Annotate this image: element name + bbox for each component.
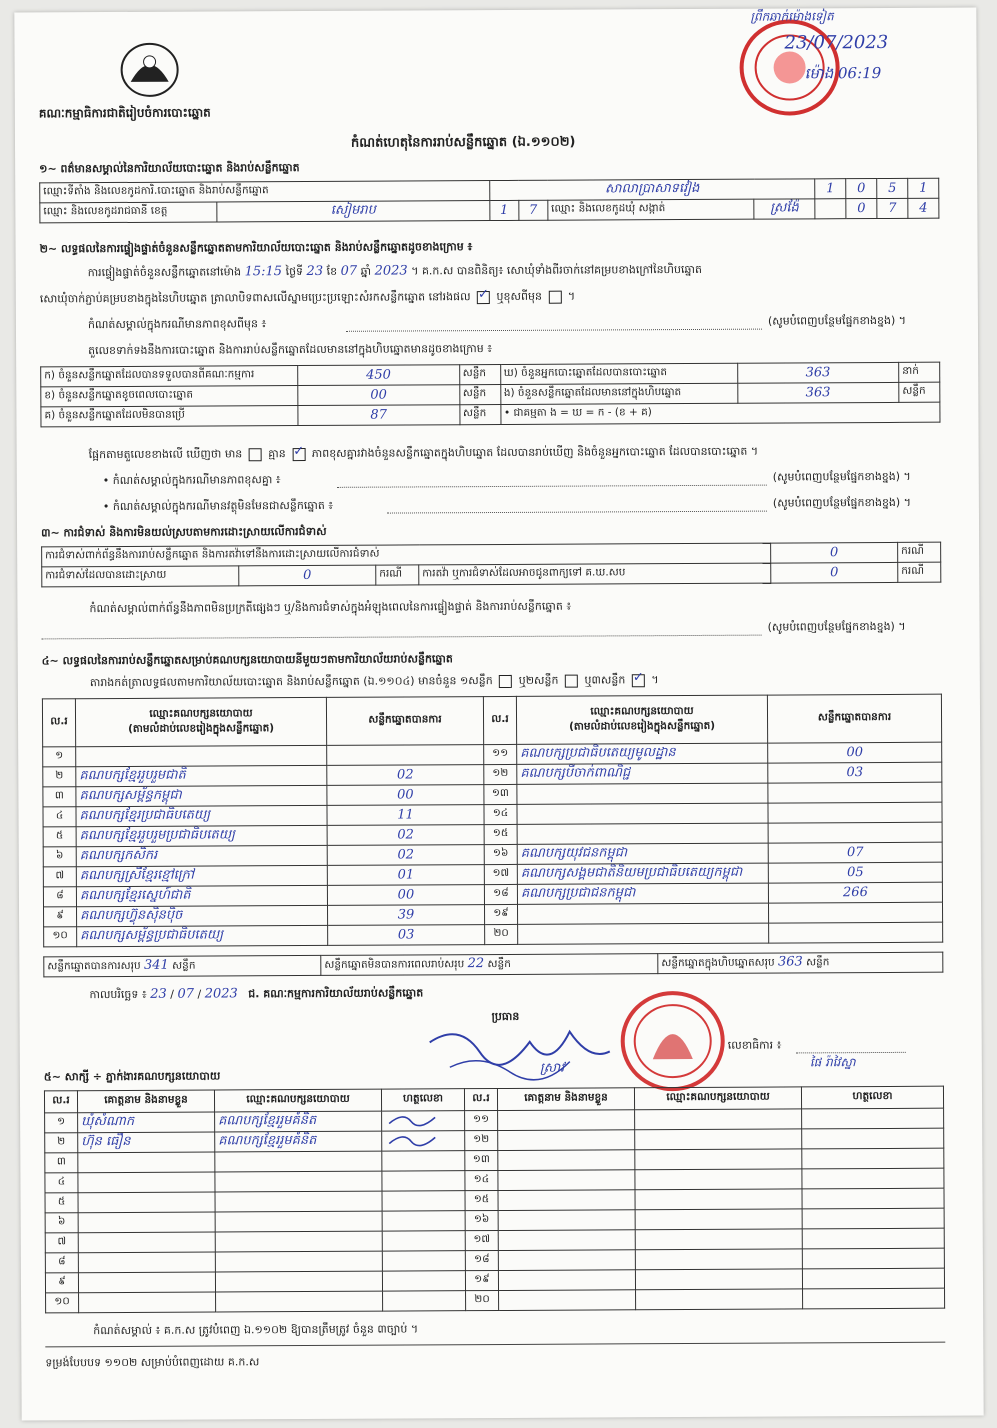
- witness-signature: [382, 1211, 465, 1231]
- text-day-label: ថ្ងៃទី: [285, 265, 304, 279]
- witness-signature: [802, 1128, 944, 1149]
- commune-value: ស្រង៉ែ: [754, 199, 815, 219]
- witness-name: [78, 1232, 215, 1253]
- commune-label: ឈ្មោះ និងលេខកូដឃុំ សង្កាត់: [548, 199, 755, 220]
- commission-logo-icon: [116, 40, 182, 100]
- section5-heading: ៥~ សាក្សី ÷ ភ្នាក់ងារគណបក្សនយោបាយ: [43, 1069, 221, 1084]
- fig-e-value: 363: [737, 382, 899, 403]
- party-votes: 03: [328, 925, 485, 946]
- witness-no: ៧: [45, 1233, 78, 1253]
- party-name: [518, 923, 769, 944]
- witness-name: [498, 1230, 635, 1251]
- witness-party: [635, 1189, 802, 1210]
- secretary-label: លេខាធិការ ៖: [727, 1038, 782, 1052]
- verification-year: 2023: [374, 263, 408, 279]
- witness-no: ២០: [466, 1291, 499, 1311]
- witness-no: ៥: [45, 1193, 78, 1213]
- witness-signature: [802, 1168, 944, 1189]
- witness-no: ៣: [45, 1153, 78, 1173]
- w-col-party-right: ឈ្មោះគណបក្សនយោបាយ: [634, 1087, 801, 1110]
- witness-party: [635, 1129, 802, 1150]
- party-no: ១៤: [484, 804, 517, 824]
- w-col-name-left: គោត្តនាម និងនាមខ្លួន: [77, 1090, 214, 1113]
- w-col-party-left: ឈ្មោះគណបក្សនយោបាយ: [214, 1089, 381, 1112]
- witness-party: [635, 1249, 802, 1270]
- party-no: ២: [43, 767, 76, 787]
- sheet-count-1-label: តារាងកត់ត្រាលទ្ធផលតាមការិយាល័យបោះឆ្នោត និងរាប់សន្លឹកឆ្នោត (ឯ.១១០៤) មានចំនួន ១សន្លឹក: [89, 674, 493, 690]
- witness-party: [215, 1271, 382, 1292]
- col-party-left: [75, 697, 326, 746]
- seal-check-line: សោឃុំចាក់ភ្ជាប់គម្របខាងក្នុងនៃហិបឆ្នោត ត្រាលាបិទពាសលើស្នាមប្រេះប្រឡោះសំរកសន្លឹកឆ្នោត នៅរងផល ✓ ឬខុសពីមុន ។: [40, 290, 575, 307]
- party-votes: [768, 802, 942, 823]
- party-votes: 02: [327, 845, 484, 866]
- witness-signature: [802, 1208, 944, 1229]
- text-month-label: ខែ: [326, 264, 338, 278]
- w-col-no-left: ល.រ: [44, 1091, 77, 1113]
- w-col-sign-right: ហត្ថលេខា: [801, 1086, 943, 1109]
- form-sheet: [14, 7, 983, 1420]
- party-no: ៤: [43, 807, 76, 827]
- seal-check-text: សោឃុំចាក់ភ្ជាប់គម្របខាងក្នុងនៃហិបឆ្នោត ត្រាលាបិទពាសលើស្នាមប្រេះប្រឡោះសំរកសន្លឹកឆ្នោត នៅរងផល: [39, 290, 471, 306]
- signing-year: 2023: [204, 986, 238, 1002]
- col-votes-right: សន្លឹកឆ្នោតបានការ: [767, 694, 941, 743]
- witness-signature: [802, 1108, 944, 1129]
- fig-c-label: គ) ចំនួនសន្លឹកឆ្នោតដែលមិនបានប្រើ: [41, 406, 298, 427]
- col-no-left: ល.រ: [42, 699, 75, 747]
- party-name: គណបក្សកសិករ: [76, 845, 327, 866]
- discrepancy-has-label: ផ្អែកតាមតួលេខខាងលើ ឃើញថា មាន: [88, 447, 243, 462]
- difference-note-line: [346, 329, 762, 332]
- objection-total-unit: ករណី: [898, 542, 941, 562]
- witness-no: ១៣: [465, 1151, 498, 1171]
- party-votes: [768, 782, 942, 803]
- witness-signature: [802, 1248, 944, 1269]
- objection-total-value: 0: [771, 542, 898, 563]
- total-invalid-label: សន្លឹកឆ្នោតមិនបានការពេលរាប់សរុប: [324, 958, 465, 971]
- fig-b-value: 00: [298, 385, 460, 406]
- section3-heading: ៣~ ការជំទាស់ និងការមិនយល់ស្របតាមការដោះស្រាយលើការជំទាស់: [41, 524, 327, 540]
- party-name: គណបក្សយុវជនកម្ពុជា: [517, 843, 768, 864]
- party-name: គណបក្សសង្គមជាតិនិយមប្រជាធិបតេយ្យកម្ពុជា: [517, 863, 768, 884]
- total-valid-value: 341: [143, 957, 169, 973]
- verification-month: 07: [340, 263, 358, 279]
- col-party-right-sub: (តាមលំដាប់លេខរៀងក្នុងសន្លឹកឆ្នោត): [569, 719, 716, 733]
- fig-a-label: ក) ចំនួនសន្លឹកឆ្នោតដែលបានទទួលបានពីគណៈកម្មការ: [41, 366, 298, 387]
- text-check-intro: ។ គ.ក.ស បានពិនិត្យ៖ សោឃុំទាំងពីរចាក់នៅគម្របខាងក្រៅនៃហិបឆ្នោត: [411, 262, 702, 278]
- verification-paragraph: [88, 263, 702, 280]
- section4-heading: ៤~ លទ្ធផលនៃការរាប់សន្លឹកឆ្នោតសម្រាប់គណបក្សនយោបាយនីមួយៗតាមការិយាល័យរាប់សន្លឹកឆ្នោត: [41, 652, 453, 668]
- witness-name: [498, 1130, 635, 1151]
- party-votes: 00: [327, 885, 484, 906]
- section2-heading: ២~ លទ្ធផលនៃការផ្ទៀងផ្ទាត់ចំនួនសន្លឹកឆ្នោតតាមការិយាល័យបោះឆ្នោត និងរាប់សន្លឹកឆ្នោតដូចខាងក្រោម ៖: [39, 240, 473, 256]
- resolved-label: ការជំទាស់ដែលបានដោះស្រាយ: [42, 566, 239, 587]
- form-footer: ទម្រង់បែបបទ ១១០២ សម្រាប់បំពេញដោយ គ.ក.ស: [45, 1355, 260, 1370]
- office-code-2: 0: [846, 179, 877, 199]
- witness-name: [78, 1212, 215, 1233]
- party-name: គណបក្សប្រជាធិបតេយ្យមូលដ្ឋាន: [517, 743, 768, 764]
- total-invalid-value: 22: [467, 956, 485, 972]
- witness-name: [498, 1110, 635, 1131]
- party-no: ១: [43, 747, 76, 767]
- total-box-cell: [658, 952, 943, 973]
- party-results-table: [42, 694, 943, 948]
- col-party-right: [516, 695, 767, 744]
- resolved-unit: ករណី: [376, 565, 419, 585]
- witness-signature: [383, 1291, 466, 1311]
- fig-d-value: 363: [737, 362, 899, 383]
- col-party-left-sub: (តាមលំដាប់លេខរៀងក្នុងសន្លឹកឆ្នោត): [128, 721, 275, 735]
- discrepancy-note-line: [337, 485, 767, 488]
- commission-name: គណៈកម្មាធិការជាតិរៀបចំការបោះឆ្នោត: [38, 105, 211, 121]
- office-code-4: 1: [908, 178, 939, 198]
- witness-name: ហ៊ុន ធឿន: [78, 1132, 215, 1153]
- commune-code-3: 4: [908, 198, 939, 218]
- witness-no: ៨: [45, 1253, 78, 1273]
- different-label: ឬខុសពីមុន: [496, 289, 542, 304]
- witness-row: [46, 1288, 945, 1313]
- witness-party: [635, 1109, 802, 1130]
- party-name: [517, 803, 768, 824]
- section1-heading: ១~ ពត៌មានសម្គាល់នៃការិយាល័យបោះឆ្នោត និងរាប់សន្លឹកឆ្នោត: [39, 161, 300, 176]
- witness-signature: [802, 1148, 944, 1169]
- witness-no: ១៦: [465, 1211, 498, 1231]
- province-label: ឈ្មោះ និងលេខកូដរាជធានី ខេត្ត: [40, 202, 217, 223]
- party-name: [76, 745, 327, 766]
- office-value: សាលាប្រាសាទវៀង: [489, 179, 814, 201]
- witness-party: [215, 1151, 382, 1172]
- witness-name: [78, 1172, 215, 1193]
- party-no: ៧: [43, 867, 76, 887]
- resolved-value: 0: [239, 565, 376, 586]
- witness-party: [216, 1291, 383, 1312]
- witness-name: [79, 1292, 216, 1313]
- party-votes: [768, 822, 942, 843]
- witness-name: [78, 1272, 215, 1293]
- office-code-3: 5: [877, 178, 908, 198]
- party-name: គណបក្សបីចាក់ពាណិជ្ជ: [517, 763, 768, 784]
- total-box-unit: សន្លឹក: [806, 956, 830, 969]
- w-col-sign-left: ហត្ថលេខា: [381, 1089, 464, 1111]
- party-no: ១៣: [484, 784, 517, 804]
- party-no: ៣: [43, 787, 76, 807]
- party-name: [517, 823, 768, 844]
- one-sheet-checkbox[interactable]: [499, 674, 512, 687]
- party-votes: 266: [768, 882, 942, 903]
- witness-signature: [382, 1231, 465, 1251]
- party-name: [517, 903, 768, 924]
- province-code-1: 1: [490, 200, 519, 220]
- form-title: កំណត់ហេតុនៃការរាប់សន្លឹកឆ្នោត (ឯ.១១០២): [350, 134, 576, 151]
- two-sheet-checkbox[interactable]: [565, 674, 578, 687]
- witness-party: [636, 1289, 803, 1310]
- objections-table: [41, 542, 941, 588]
- total-invalid-cell: [321, 954, 658, 976]
- party-name: គណបក្សស្រីខ្មែរខ្មៅក្រៅ: [76, 865, 327, 886]
- party-votes: 39: [327, 905, 484, 926]
- witness-signature: [382, 1251, 465, 1271]
- total-box-value: 363: [777, 954, 803, 970]
- fig-b-unit: សន្លឹក: [459, 384, 500, 404]
- witness-no: ១៨: [465, 1251, 498, 1271]
- witness-signature: [382, 1131, 465, 1151]
- witness-no: ១៤: [465, 1171, 498, 1191]
- committee-label: ជ. គណៈកម្មការការិយាល័យរាប់សន្លឹកឆ្នោត: [248, 986, 424, 1001]
- witness-party: [215, 1191, 382, 1212]
- fig-b-label: ខ) ចំនួនសន្លឹកឆ្នោតខូចពេលបោះឆ្នោត: [41, 386, 298, 407]
- witness-no: ១០: [46, 1293, 79, 1313]
- witness-party: [635, 1149, 802, 1170]
- party-votes: 11: [327, 805, 484, 826]
- fig-formula: • ជាគម្មតា ង = ឃ = ក - (ខ + គ): [500, 402, 940, 424]
- signing-month: 07: [177, 986, 195, 1002]
- party-no: ២០: [485, 924, 518, 944]
- discrepancy-text: ភាពខុសគ្នារវាងចំនួនសន្លឹកឆ្នោតក្នុងហិបឆ្នោត ដែលបានរាប់ឃើញ និងចំនួនអ្នកបោះឆ្នោត ដែលបានបោះឆ្នោត ។: [311, 444, 759, 460]
- signing-date: កាលបរិច្ឆេទ ៖ 23 / 07 / 2023 ជ. គណៈកម្មការការិយាល័យរាប់សន្លឹកឆ្នោត: [89, 986, 424, 1002]
- stamp-time: ម៉ោង 06:19: [804, 63, 882, 83]
- witness-party: [215, 1211, 382, 1232]
- party-votes: 01: [327, 865, 484, 886]
- party-no: ១៩: [484, 904, 517, 924]
- discrepancy-line: [89, 445, 759, 463]
- three-sheet-checkbox[interactable]: [632, 674, 645, 687]
- difference-note: [88, 317, 266, 332]
- commune-code-2: 7: [877, 198, 908, 218]
- chair-name: ស្រាវ: [539, 1060, 565, 1076]
- irregularity-note: កំណត់សម្គាល់ពាក់ព័ន្ធនឹងភាពមិនប្រក្រតីផ្សេងៗ ឬ/និងការជំទាស់ក្នុងអំឡុងពេលនៃការផ្ទៀងផ្ទាត់ និងការរាប់សន្លឹកឆ្នោត ៖: [89, 599, 572, 616]
- party-votes: 03: [768, 762, 942, 783]
- totals-table: [43, 952, 943, 978]
- appeal-label: ការតវ៉ា ឬការជំទាស់ដែលអាចជូនពាក្យទៅ គ.ឃ.សប: [419, 563, 771, 585]
- total-invalid-unit: សន្លឹក: [487, 957, 511, 971]
- discrepancy-none-label: គ្មាន: [268, 447, 286, 461]
- witness-party: [215, 1231, 382, 1252]
- footnote: កំណត់សម្គាល់ ៖ គ.ក.ស ត្រូវបំពេញ ឯ.១១០២ ឱ្យបានត្រឹមត្រូវ ចំនួន ៣ច្បាប់ ។: [93, 1322, 419, 1338]
- party-name: គណបក្សខ្មែរប្រជាធិបតេយ្យ: [76, 805, 327, 826]
- office-label: ឈ្មោះទីតាំង និងលេខកូដការិ.បោះឆ្នោត និងរាប់សន្លឹកឆ្នោត: [40, 181, 490, 203]
- sheet-count-3-label: ឬ៣សន្លឹក: [584, 673, 626, 687]
- fig-c-value: 87: [298, 405, 460, 426]
- witness-signature: [382, 1111, 465, 1131]
- figures-table: [40, 362, 940, 428]
- party-no: ៦: [43, 847, 76, 867]
- total-valid-label: សន្លឹកឆ្នោតបានការសរុប: [47, 959, 141, 973]
- party-name: គណបក្សហ៊្វុនស៊ិនប៉ិច: [77, 905, 328, 926]
- sheet-count-2-label: ឬ២សន្លឹក: [518, 673, 559, 687]
- foreign-object-note-hint: (សូមបំពេញបន្ថែមផ្នែកខាងខ្នង) ។: [772, 495, 911, 510]
- witness-name: ឃុំសំណាក: [78, 1112, 215, 1133]
- party-no: ៩: [44, 907, 77, 927]
- text-year-label: ឆ្នាំ: [360, 264, 372, 278]
- witness-no: ២: [45, 1133, 78, 1153]
- foreign-object-note-line: [387, 511, 767, 514]
- party-no: ១៦: [484, 844, 517, 864]
- party-no: ១០: [44, 927, 77, 947]
- party-votes: [769, 922, 943, 943]
- signing-date-label: កាលបរិច្ឆេទ ៖: [89, 987, 147, 1002]
- fig-a-value: 450: [298, 365, 460, 386]
- party-no: ១៨: [484, 884, 517, 904]
- party-votes: 00: [327, 785, 484, 806]
- party-no: ១៥: [484, 824, 517, 844]
- party-no: ៨: [43, 887, 76, 907]
- fig-d-label: ឃ) ចំនួនអ្នកបោះឆ្នោតដែលបានបោះឆ្នោត: [500, 363, 737, 384]
- col-no-right: ល.រ: [483, 696, 516, 744]
- discrepancy-note-label: • កំណត់សម្គាល់ក្នុងករណីមានភាពខុសគ្នា ៖: [102, 473, 281, 488]
- verification-day: 23: [306, 263, 324, 280]
- verification-time: 15:15: [244, 264, 283, 280]
- witness-signature: [382, 1171, 465, 1191]
- witness-signature: [382, 1191, 465, 1211]
- objection-total-label: ការជំទាស់ពាក់ព័ន្ធនឹងការរាប់សន្លឹកឆ្នោត និងការតវ៉ាទៅនឹងការដោះស្រាយលើការជំទាស់: [42, 543, 771, 567]
- total-valid-unit: សន្លឹក: [172, 959, 196, 972]
- witness-no: ៤: [45, 1173, 78, 1193]
- witness-no: ១១: [465, 1111, 498, 1131]
- party-name: គណបក្សខ្មែររួបរួមប្រជាធិបតេយ្យ: [76, 825, 327, 846]
- witness-name: [78, 1252, 215, 1273]
- witness-name: [498, 1190, 635, 1211]
- party-result-row: [44, 922, 943, 947]
- witness-name: [78, 1152, 215, 1173]
- party-name: [517, 783, 768, 804]
- witness-table: [44, 1086, 945, 1314]
- discrepancy-note-hint: (សូមបំពេញបន្ថែមផ្នែកខាងខ្នង) ។: [772, 469, 911, 484]
- same-checkbox[interactable]: [477, 291, 490, 304]
- footer-divider: [45, 1342, 945, 1348]
- witness-party: [635, 1209, 802, 1230]
- witness-party: គណបក្សខ្មែររួមគំនិត: [215, 1131, 382, 1152]
- party-name: គណបក្សសម្ព័ន្ធប្រជាធិបតេយ្យ: [77, 925, 328, 946]
- commune-code-1: 0: [846, 199, 877, 219]
- witness-name: [498, 1270, 635, 1291]
- witness-signature: [382, 1271, 465, 1291]
- witness-no: ១៥: [465, 1191, 498, 1211]
- col-party-left-title: ឈ្មោះគណបក្សនយោបាយ: [149, 706, 253, 720]
- party-name: គណបក្សខ្មែរស្នេហ៍ជាតិ: [76, 885, 327, 906]
- witness-no: ៩: [45, 1273, 78, 1293]
- signing-day: 23: [150, 986, 167, 1002]
- total-valid-cell: [44, 955, 321, 976]
- irregularity-note-hint: (សូមបំពេញបន្ថែមផ្នែកខាងខ្នង) ។: [767, 619, 906, 634]
- fig-d-unit: នាក់: [899, 362, 940, 382]
- witness-body: [45, 1108, 945, 1313]
- party-name: គណបក្សសម្ព័ន្ធកម្ពុជា: [76, 785, 327, 806]
- appeal-unit: ករណី: [898, 562, 941, 582]
- has-difference-checkbox[interactable]: [249, 448, 262, 461]
- stamp-date: 23/07/2023: [784, 31, 889, 54]
- w-col-no-right: ល.រ: [464, 1089, 497, 1111]
- witness-party: [635, 1169, 802, 1190]
- section1-table: [39, 178, 939, 224]
- office-code-1: 1: [815, 179, 846, 199]
- witness-no: ១២: [465, 1131, 498, 1151]
- witness-party: គណបក្សខ្មែររួមគំនិត: [215, 1111, 382, 1132]
- province-code-2: 7: [519, 200, 548, 220]
- text-time-label: ការផ្ទៀងផ្ទាត់ចំនួនសន្លឹកឆ្នោតនៅម៉ោង: [87, 265, 242, 280]
- witness-no: ១៩: [465, 1271, 498, 1291]
- witness-signature: [802, 1228, 944, 1249]
- witness-party: [635, 1269, 802, 1290]
- witness-name: [498, 1250, 635, 1271]
- witness-party: [215, 1251, 382, 1272]
- chair-label: ប្រធាន: [491, 1009, 520, 1024]
- different-checkbox[interactable]: [548, 290, 561, 303]
- witness-signature: [802, 1268, 944, 1289]
- witness-name: [499, 1290, 636, 1311]
- foreign-object-note-label: • កំណត់សម្គាល់ក្នុងករណីមានវត្ថុមិនមែនជាសន្លឹកឆ្នោត ៖: [102, 498, 334, 514]
- difference-note-label: កំណត់សម្គាល់ក្នុងករណីមានភាពខុសពីមុន ៖: [87, 317, 267, 332]
- witness-name: [78, 1192, 215, 1213]
- commune-code-blank: [815, 199, 846, 219]
- witness-no: ៦: [45, 1213, 78, 1233]
- stamp-note-line1: ព្រឹកឆាក់ម៉ោងទៀត: [750, 9, 834, 24]
- w-col-name-right: គោត្តនាម និងនាមខ្លួន: [497, 1088, 634, 1111]
- committee-stamp: [617, 989, 728, 1094]
- witness-no: ១៧: [465, 1231, 498, 1251]
- witness-signature-mark: [385, 1131, 445, 1147]
- appeal-value: 0: [771, 562, 898, 583]
- party-no: ១១: [484, 744, 517, 764]
- witness-party: [215, 1171, 382, 1192]
- col-party-right-title: ឈ្មោះគណបក្សនយោបាយ: [590, 704, 694, 718]
- party-votes: [327, 745, 484, 766]
- figures-intro: តួលេខទាក់ទងនឹងការបោះឆ្នោត និងការរាប់សន្លឹកឆ្នោតដែលមាននៅក្នុងហិបឆ្នោតមានដូចខាងក្រោម ៖: [88, 342, 493, 358]
- witness-name: [498, 1150, 635, 1171]
- irregularity-note-line: [42, 635, 762, 640]
- total-box-label: សន្លឹកឆ្នោតក្នុងហិបឆ្នោតសរុប: [661, 956, 775, 970]
- party-votes: [768, 902, 942, 923]
- fig-e-label: ង) ចំនួនសន្លឹកឆ្នោតដែលមាននៅក្នុងហិបឆ្នោត: [500, 383, 737, 404]
- party-name: គណបក្សប្រជាជនកម្ពុជា: [517, 883, 768, 904]
- witness-no: ១: [45, 1113, 78, 1133]
- party-votes: 05: [768, 862, 942, 883]
- difference-note-hint: (សូមបំពេញបន្ថែមផ្នែកខាងខ្នង) ។: [767, 313, 907, 328]
- party-no: ១២: [484, 764, 517, 784]
- party-no: ៥: [43, 827, 76, 847]
- witness-party: [635, 1229, 802, 1250]
- party-votes: 00: [768, 742, 942, 763]
- witness-name: [498, 1170, 635, 1191]
- fig-e-unit: សន្លឹក: [899, 382, 940, 402]
- party-votes: 02: [327, 765, 484, 786]
- province-value: សៀមរាប: [217, 201, 490, 222]
- witness-name: [498, 1210, 635, 1231]
- no-difference-checkbox[interactable]: [292, 448, 305, 461]
- party-votes: 07: [768, 842, 942, 863]
- secretary-name: ផៃ រ៉ាវៃស្នា: [809, 1055, 856, 1070]
- fig-c-unit: សន្លឹក: [459, 404, 500, 424]
- party-results-body: [43, 742, 943, 947]
- witness-signature: [803, 1288, 945, 1309]
- party-name: គណបក្សខ្មែររួបរួមជាតិ: [76, 765, 327, 786]
- col-votes-left: សន្លឹកឆ្នោតបានការ: [326, 697, 483, 746]
- party-no: ១៧: [484, 864, 517, 884]
- witness-signature: [802, 1188, 944, 1209]
- fig-a-unit: សន្លឹក: [459, 364, 500, 384]
- witness-signature-mark: [385, 1111, 445, 1127]
- party-votes: 02: [327, 825, 484, 846]
- chair-signature: [420, 1021, 620, 1082]
- witness-signature: [382, 1151, 465, 1171]
- results-sheet-count: តារាងកត់ត្រាលទ្ធផលតាមការិយាល័យបោះឆ្នោត និងរាប់សន្លឹកឆ្នោត (ឯ.១១០៤) មានចំនួន ១សន្លឹក ឬ២សន្លឹក ឬ៣សន្លឹក ✓ ។: [90, 673, 659, 690]
